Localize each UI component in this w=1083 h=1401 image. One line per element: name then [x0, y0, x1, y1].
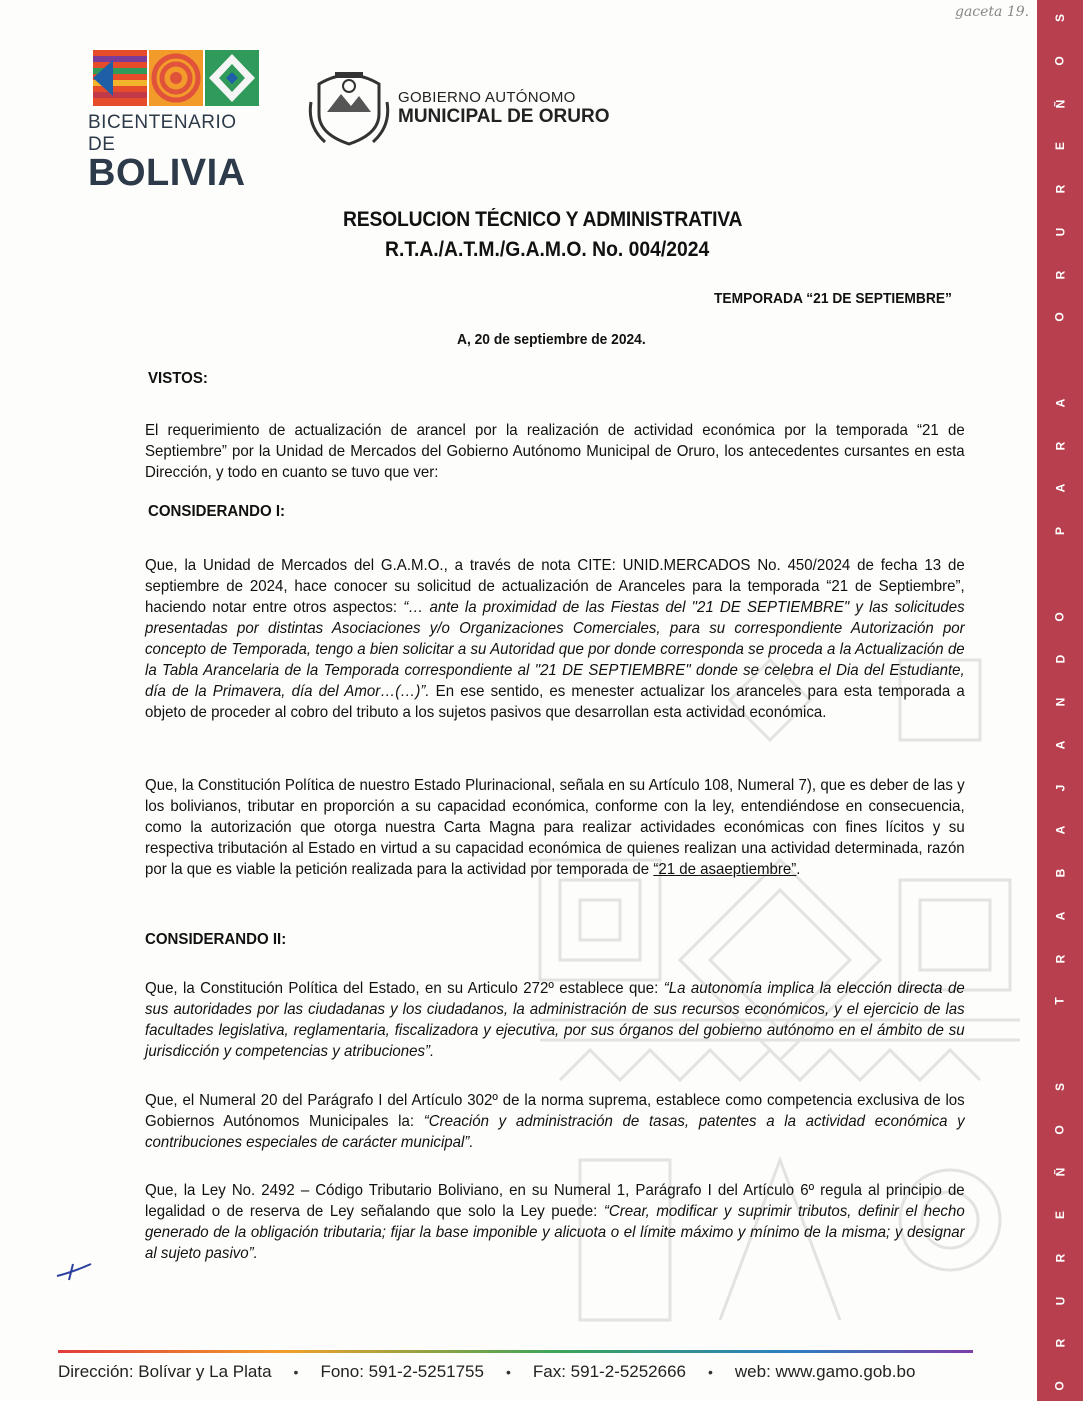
considerando-1-paragraph-1 — [145, 555, 965, 723]
side-slogan-letter: Ñ — [1052, 1167, 1067, 1177]
side-slogan-letter — [1054, 358, 1066, 361]
considerando-2-paragraph-2 — [145, 1090, 965, 1153]
bolivia-label: BOLIVIA — [88, 152, 246, 194]
gamo-line-1: GOBIERNO AUTÓNOMO — [398, 89, 576, 106]
paragraph-text: En ese sentido, es menester actualizar los aranceles para esta temporada a objeto de proceder al cobro del tributo a los sujetos pasivos que desarrollan esta actividad económica. — [145, 683, 965, 721]
side-slogan-letter: R — [1052, 270, 1067, 279]
side-slogan-letter: R — [1052, 1253, 1067, 1263]
side-slogan-letter: O — [1053, 56, 1067, 66]
side-slogan-letter: R — [1052, 1338, 1067, 1348]
side-slogan-letter: B — [1052, 868, 1067, 878]
bicentenario-label: BICENTENARIO DE — [88, 112, 237, 155]
footer-separator: • — [505, 1364, 511, 1380]
side-slogan-letter: U — [1052, 227, 1067, 237]
footer-separator: • — [293, 1364, 299, 1380]
side-slogan-letter: E — [1052, 1210, 1067, 1220]
side-slogan-band — [1037, 0, 1083, 1401]
oruro-coat-of-arms-icon — [305, 62, 393, 150]
paragraph-text: Que, la Ley No. 2492 – Código Tributario Boliviano, en su Numeral 1, Parágrafo I del Artículo 6º regula al principio de legalidad o de reserva de Ley señalando que solo la Ley puede: — [145, 1182, 965, 1220]
document-date: A, 20 de septiembre de 2024. — [457, 331, 646, 348]
paragraph-text: Que, la Constitución Política de nuestro Estado Plurinacional, señala en su Artículo 108, Numeral 7), que es deber de las y los bolivianos, tributar en proporción a su capacidad económica, conforme con la ley, entendiéndose en consecuencia, como la autorización que otorga nuestra Carta Magna para realizar actividades económicas con fines lícitos y su respectiva tributación al Estado en virtud a su capacidad económica de quienes realizan una actividad determinada, razón por la que es viable la petición realizada para la actividad por temporada de — [145, 777, 965, 878]
pen-mark-icon — [55, 1258, 95, 1286]
paragraph-text: Que, la Constitución Política del Estado, en su Articulo 272º establece que: — [145, 980, 664, 997]
side-slogan-letters — [1037, 12, 1083, 1392]
bicentenario-logo — [88, 50, 268, 194]
stripes-tile-icon — [93, 50, 147, 106]
side-slogan-letter: J — [1053, 784, 1067, 791]
side-slogan-letter: R — [1052, 184, 1067, 194]
considerando-1-heading: CONSIDERANDO I: — [148, 503, 286, 520]
vistos-heading: VISTOS: — [148, 370, 208, 387]
side-slogan-letter: A — [1052, 398, 1067, 408]
spiral-tile-icon — [149, 50, 203, 106]
footer-phone: Fono: 591-2-5251755 — [320, 1362, 484, 1381]
paragraph-text: . — [796, 861, 801, 878]
side-slogan-letter: P — [1052, 526, 1067, 536]
considerando-2-paragraph-1 — [145, 978, 965, 1062]
vistos-paragraph: El requerimiento de actualización de arancel por la realización de actividad económica por la temporada “21 de Septiembre” por la Unidad de Mercados del Gobierno Autónomo Municipal de Oruro, los antecedentes cursantes en esta Dirección, y todo en cuanto se tuvo que ver: — [145, 422, 965, 481]
side-slogan-letter: S — [1052, 1082, 1067, 1091]
side-slogan-letter: R — [1052, 954, 1067, 963]
paragraph-text: Que, el Numeral 20 del Parágrafo I del Artículo 302º de la norma suprema, establece como competencia exclusiva de los Gobiernos Autónomos Municipales la: — [145, 1092, 965, 1130]
side-slogan-letter: D — [1052, 654, 1067, 664]
footer-address: Dirección: Bolívar y La Plata — [58, 1362, 272, 1381]
side-slogan-letter — [1054, 1042, 1066, 1045]
article-302-quote: “Creación y administración de tasas, patentes a la actividad económica y contribuciones especiales de carácter municipal”. — [145, 1113, 965, 1151]
gamo-logo — [305, 62, 635, 152]
diamond-tile-icon — [205, 50, 259, 106]
side-slogan-letter: O — [1053, 1124, 1067, 1135]
side-slogan-letter: O — [1053, 1381, 1067, 1391]
side-slogan-letter: A — [1052, 740, 1067, 750]
season-label: TEMPORADA “21 DE SEPTIEMBRE” — [714, 290, 952, 307]
document-title: RESOLUCION TÉCNICO Y ADMINISTRATIVA — [343, 208, 743, 231]
footer-separator: • — [708, 1364, 713, 1380]
footer-web-link[interactable]: web: www.gamo.gob.bo — [734, 1362, 916, 1381]
ley-2492-quote: “Crear, modificar y suprimir tributos, definir el hecho generado de la obligación tributaria; fijar la base imponible y alicuota o el límite máximo y mínimo de la misma; y designar al sujeto pasivo”. — [145, 1203, 965, 1262]
underlined-season-text: “21 de asaeptiembre” — [653, 861, 797, 878]
footer-color-rule — [58, 1350, 973, 1353]
handwritten-gaceta-note: gaceta 19. — [955, 4, 1030, 20]
document-number: R.T.A./A.T.M./G.A.M.O. No. 004/2024 — [385, 238, 710, 261]
side-slogan-letter: Ñ — [1052, 99, 1067, 108]
footer-contact — [58, 1362, 973, 1382]
footer-fax: Fax: 591-2-5252666 — [532, 1362, 686, 1381]
mercados-quote: “… ante la proximidad de las Fiestas del "21 DE SEPTIEMBRE" y las solicitudes presentadas por distintas Asociaciones y/o Organizaciones Comerciales, para su correspondiente Autorización por concepto de Temporada, tengo a bien solicitar a su Autoridad que por donde corresponda se proceda a la Actualización de la Tabla Arancelaria de la Temporada correspondiente al "21 DE SEPTIEMBRE" donde se celebra el Dia del Estudiante, día de la Primavera, día del Amor…(…)”. — [145, 599, 965, 700]
considerando-1-paragraph-2 — [145, 775, 965, 880]
side-slogan-letter: R — [1052, 441, 1067, 450]
considerando-2-paragraph-3 — [145, 1180, 965, 1264]
paragraph-text: Que, la Unidad de Mercados del G.A.M.O., a través de nota CITE: UNID.MERCADOS No. 450/2024 de fecha 13 de septiembre de 2024, hace conocer su solicitud de actualización de Aranceles para la temporada “21 de Septiembre”, haciendo notar entre otros aspectos: — [145, 557, 965, 616]
side-slogan-letter: A — [1052, 825, 1067, 835]
considerando-2-heading: CONSIDERANDO II: — [145, 931, 287, 948]
side-slogan-letter: S — [1052, 13, 1067, 23]
side-slogan-letter: E — [1052, 142, 1067, 151]
side-slogan-letter: A — [1052, 911, 1067, 921]
side-slogan-letter: O — [1053, 312, 1067, 322]
side-slogan-letter — [1054, 572, 1066, 575]
side-slogan-letter: N — [1052, 697, 1067, 707]
bicentenario-tiles — [93, 50, 261, 106]
side-slogan-letter: A — [1052, 483, 1067, 493]
gamo-line-2: MUNICIPAL DE ORURO — [398, 106, 610, 127]
side-slogan-letter: T — [1053, 997, 1067, 1005]
side-slogan-letter: O — [1053, 611, 1067, 622]
article-272-quote: “La autonomía implica la elección directa de sus autoridades por las ciudadanas y los ciudadanos, la administración de sus recursos económicos, y el ejercicio de las facultades legislativa, reglamentaria, fiscalizadora y ejecutiva, por sus órganos del gobierno autónomo en el ámbito de su jurisdicción y competencias y atribuciones”. — [145, 980, 965, 1060]
side-slogan-letter: U — [1052, 1296, 1067, 1305]
